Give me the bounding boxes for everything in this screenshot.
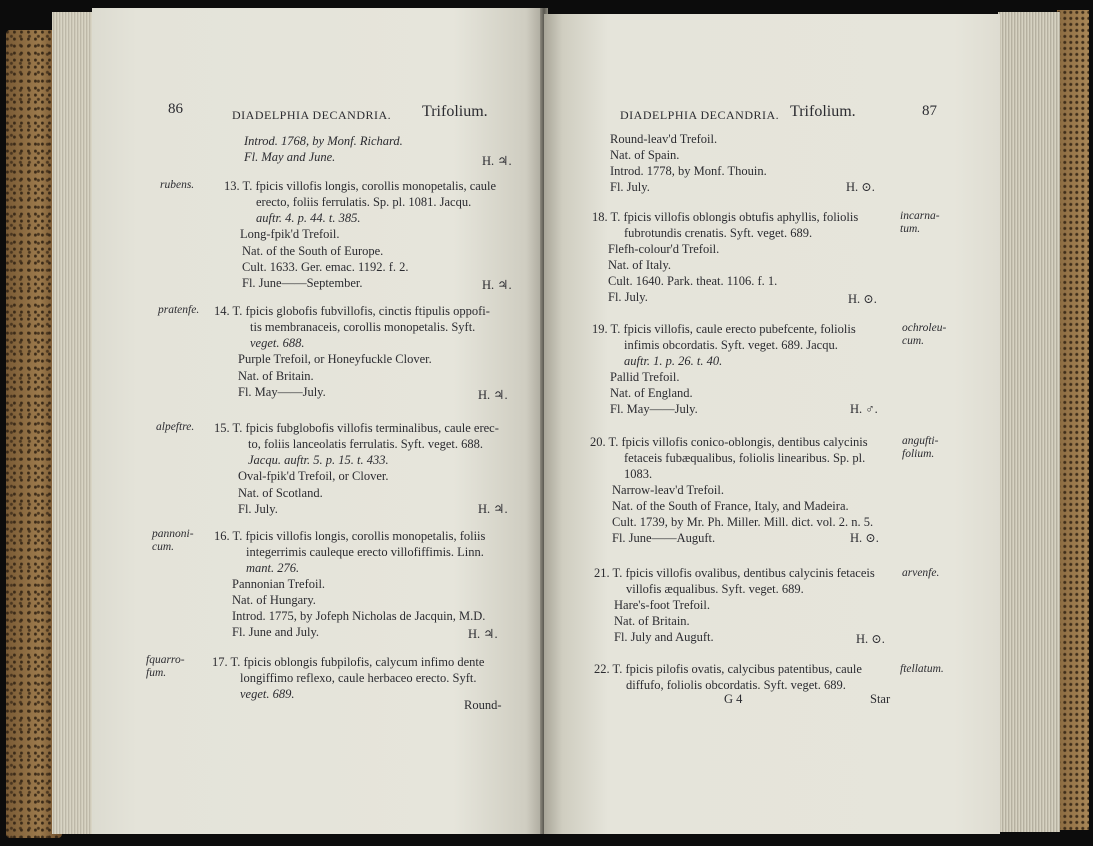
left-page — [92, 8, 544, 834]
book-cover-right — [1057, 10, 1089, 830]
text-line: 15. T. fpicis fubglobofis villofis terminalibus, caule erec- — [214, 421, 499, 435]
margin-species-name: rubens. — [160, 179, 195, 191]
habit-symbol: H. ♃. — [468, 627, 498, 641]
text-line: Nat. of Hungary. — [232, 593, 316, 607]
margin-species-name: ochroleu- cum. — [902, 322, 947, 347]
habit-symbol: H. ⊙. — [850, 531, 879, 545]
margin-species-name: fquarro- fum. — [146, 654, 185, 679]
margin-species-name: angufti- folium. — [902, 435, 939, 460]
text-line: 16. T. fpicis villofis longis, corollis monopetalis, foliis — [214, 529, 486, 543]
text-line: 22. T. fpicis pilofis ovatis, calycibus patentibus, caule — [594, 662, 862, 676]
text-line: Fl. June and July. — [232, 625, 320, 639]
text-line: Fl. June——September. — [242, 276, 363, 290]
text-line: 19. T. fpicis villofis, caule erecto pubefcente, foliolis — [592, 322, 856, 336]
text-line: Round-leav'd Trefoil. — [610, 132, 718, 146]
text-line: Nat. of Britain. — [238, 369, 314, 383]
text-line: Nat. of Italy. — [608, 258, 672, 272]
catchword: Star — [870, 692, 891, 706]
habit-symbol: H. ⊙. — [846, 180, 875, 194]
text-line: auftr. 1. p. 26. t. 40. — [624, 354, 723, 368]
margin-species-name: pannoni- cum. — [152, 528, 194, 553]
text-line: Nat. of the South of Europe. — [242, 244, 384, 258]
text-line: Introd. 1775, by Jofeph Nicholas de Jacquin, M.D. — [232, 609, 486, 623]
text-line: to, foliis lanceolatis ferrulatis. Syft. veget. 688. — [248, 437, 484, 451]
text-line: 21. T. fpicis villofis ovalibus, dentibus calycinis fetaceis — [594, 566, 875, 580]
text-line: Oval-fpik'd Trefoil, or Clover. — [238, 469, 389, 483]
text-line: Fl. May——July. — [238, 385, 326, 399]
text-line: Fl. May——July. — [610, 402, 698, 416]
running-header: DIADELPHIA DECANDRIA. — [620, 108, 780, 122]
text-line: 1083. — [624, 467, 653, 481]
page-edges-left — [52, 12, 94, 834]
margin-species-name: arvenfe. — [902, 567, 940, 579]
habit-symbol: H. ♃. — [482, 278, 512, 292]
page-number: 86 — [168, 101, 183, 117]
text-line: Pallid Trefoil. — [610, 370, 680, 384]
margin-species-name: alpeftre. — [156, 421, 195, 433]
text-line: Cult. 1640. Park. theat. 1106. f. 1. — [608, 274, 778, 288]
text-line: 17. T. fpicis oblongis fubpilofis, calycum infimo dente — [212, 655, 485, 669]
text-line: 14. T. fpicis globofis fubvillofis, cinctis ftipulis oppofi- — [214, 304, 490, 318]
text-line: Fl. July and Auguft. — [614, 630, 714, 644]
text-line: longiffimo reflexo, caule herbaceo erecto. Syft. — [240, 671, 477, 685]
text-line: Fl. May and June. — [244, 150, 336, 164]
text-line: Introd. 1768, by Monf. Richard. — [244, 134, 403, 148]
text-line: Nat. of the South of France, Italy, and Madeira. — [612, 499, 849, 513]
text-line: 18. T. fpicis villofis oblongis obtufis aphyllis, foliolis — [592, 210, 859, 224]
text-line: veget. 688. — [250, 336, 305, 350]
text-line: Nat. of Spain. — [610, 148, 680, 162]
text-line: mant. 276. — [246, 561, 300, 575]
text-line: erecto, foliis ferrulatis. Sp. pl. 1081. Jacqu. — [256, 195, 472, 209]
text-line: fetaceis fubæqualibus, foliolis linearibus. Sp. pl. — [624, 451, 866, 465]
margin-species-name: ftellatum. — [900, 663, 944, 675]
text-line: tis membranaceis, corollis monopetalis. Syft. — [250, 320, 476, 334]
text-line: Fl. July. — [238, 502, 278, 516]
text-line: veget. 689. — [240, 687, 295, 701]
habit-symbol: H. ♃. — [482, 154, 512, 168]
text-line: fubrotundis crenatis. Syft. veget. 689. — [624, 226, 813, 240]
text-line: auftr. 4. p. 44. t. 385. — [256, 211, 361, 225]
catchword: Round- — [464, 698, 502, 712]
text-line: Fl. July. — [608, 290, 648, 304]
text-line: Nat. of Britain. — [614, 614, 690, 628]
text-line: Hare's-foot Trefoil. — [614, 598, 710, 612]
text-line: Fl. June——Auguft. — [612, 531, 716, 545]
text-line: 13. T. fpicis villofis longis, corollis monopetalis, caule — [224, 179, 497, 193]
text-line: Nat. of Scotland. — [238, 486, 323, 500]
running-header: DIADELPHIA DECANDRIA. — [232, 108, 392, 122]
text-line: Narrow-leav'd Trefoil. — [612, 483, 724, 497]
margin-species-name: incarna- tum. — [900, 210, 940, 235]
text-line: Nat. of England. — [610, 386, 693, 400]
text-line: integerrimis cauleque erecto villofiffimis. Linn. — [246, 545, 484, 559]
text-line: Purple Trefoil, or Honeyfuckle Clover. — [238, 352, 432, 366]
text-line: Jacqu. auftr. 5. p. 15. t. 433. — [248, 453, 389, 467]
habit-symbol: H. ♂. — [850, 402, 878, 416]
text-line: villofis æqualibus. Syft. veget. 689. — [626, 582, 804, 596]
text-line: Pannonian Trefoil. — [232, 577, 326, 591]
text-line: Fl. July. — [610, 180, 650, 194]
text-line: diffufo, foliolis obcordatis. Syft. veget. 689. — [626, 678, 846, 692]
margin-species-name: pratenfe. — [158, 304, 200, 316]
genus-title: Trifolium. — [422, 103, 488, 120]
text-line: 20. T. fpicis villofis conico-oblongis, dentibus calycinis — [590, 435, 868, 449]
text-line: Introd. 1778, by Monf. Thouin. — [610, 164, 767, 178]
page-number: 87 — [922, 103, 937, 119]
habit-symbol: H. ♃. — [478, 388, 508, 402]
text-line: Flefh-colour'd Trefoil. — [608, 242, 720, 256]
text-line: Long-fpik'd Trefoil. — [240, 227, 340, 241]
habit-symbol: H. ⊙. — [848, 292, 877, 306]
genus-title: Trifolium. — [790, 103, 856, 120]
signature-mark: G 4 — [724, 692, 743, 706]
page-edges-right — [998, 12, 1060, 832]
habit-symbol: H. ♃. — [478, 502, 508, 516]
habit-symbol: H. ⊙. — [856, 632, 885, 646]
right-page — [544, 14, 1000, 834]
text-line: Cult. 1739, by Mr. Ph. Miller. Mill. dict. vol. 2. n. 5. — [612, 515, 874, 529]
text-line: Cult. 1633. Ger. emac. 1192. f. 2. — [242, 260, 409, 274]
text-line: infimis obcordatis. Syft. veget. 689. Jacqu. — [624, 338, 838, 352]
